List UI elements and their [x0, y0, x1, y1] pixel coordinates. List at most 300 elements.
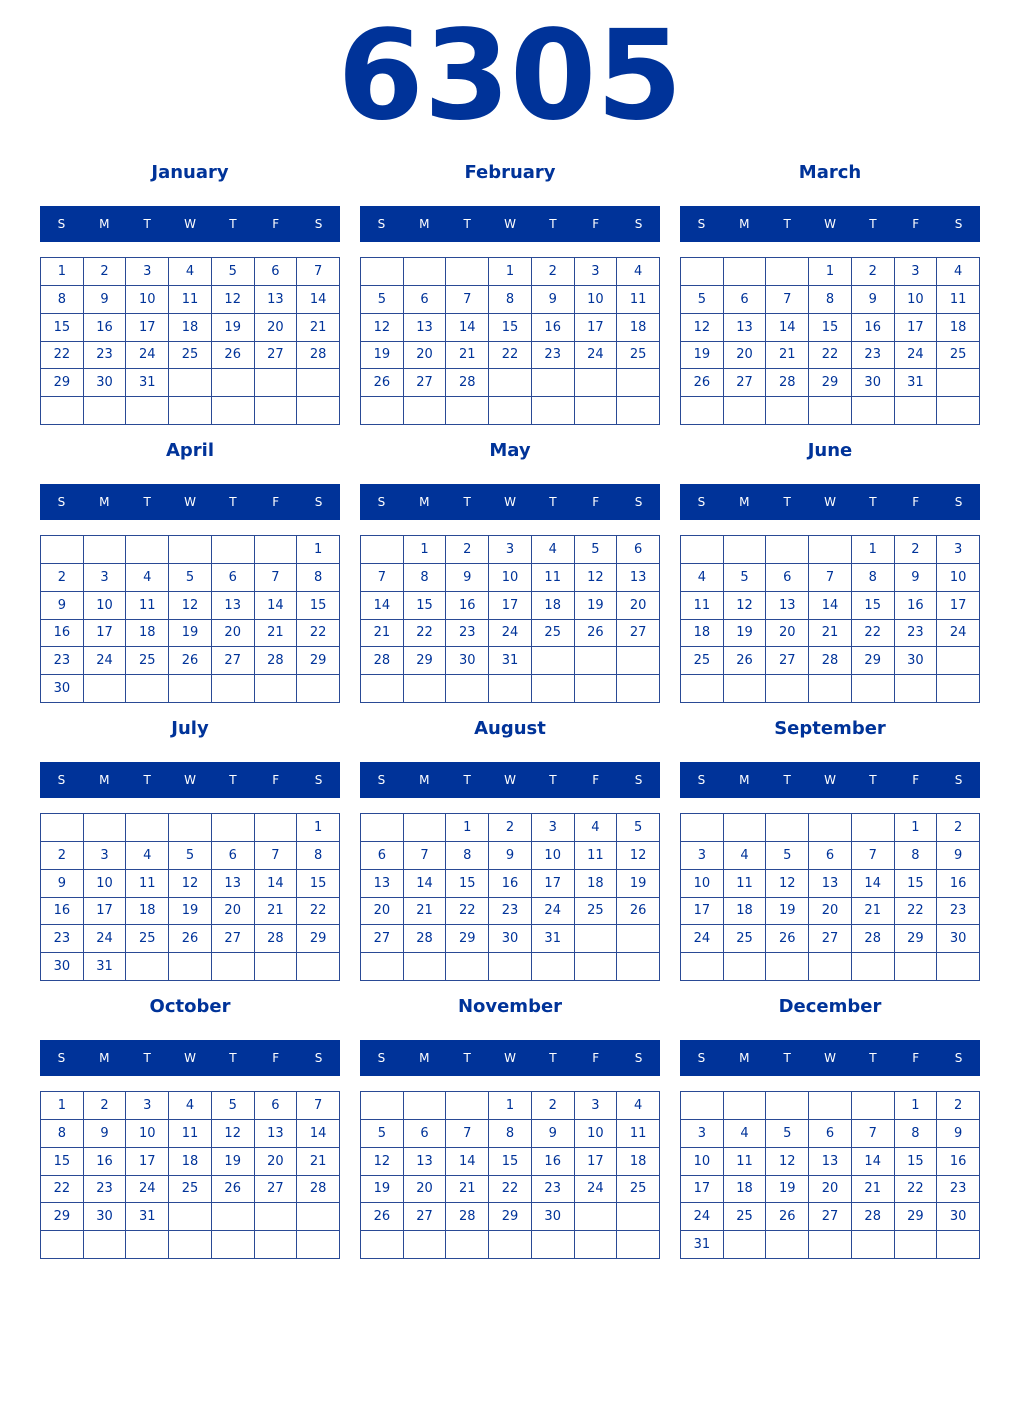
month-june [680, 436, 980, 669]
empty-day-cell [766, 953, 809, 981]
weekday-label: T [463, 217, 471, 231]
empty-day-cell [404, 814, 447, 842]
weekday-label: M [419, 1051, 430, 1065]
day-cell: 20 [766, 620, 809, 648]
empty-day-cell [41, 536, 84, 564]
day-cell: 11 [937, 286, 980, 314]
empty-day-cell [532, 369, 575, 397]
day-cell: 3 [575, 258, 618, 286]
empty-day-cell [809, 814, 852, 842]
weekday-label: M [419, 773, 430, 787]
empty-day-cell [532, 675, 575, 703]
day-cell: 29 [446, 925, 489, 953]
weekday-label: M [739, 217, 750, 231]
empty-day-cell [361, 675, 404, 703]
day-cell: 28 [361, 647, 404, 675]
day-cell: 10 [84, 592, 127, 620]
day-cell: 21 [297, 314, 340, 342]
day-cell: 25 [724, 925, 767, 953]
weekday-label: W [824, 495, 836, 509]
day-cell: 17 [126, 314, 169, 342]
day-cell: 9 [852, 286, 895, 314]
day-cell: 27 [361, 925, 404, 953]
day-cell: 24 [84, 925, 127, 953]
day-cell: 7 [852, 842, 895, 870]
day-cell: 20 [404, 1176, 447, 1204]
day-cell: 21 [361, 620, 404, 648]
day-cell: 18 [575, 870, 618, 898]
day-cell: 26 [361, 369, 404, 397]
empty-day-cell [809, 953, 852, 981]
weekday-label: F [912, 1051, 920, 1065]
day-cell: 8 [41, 1120, 84, 1148]
day-cell: 19 [212, 1148, 255, 1176]
empty-day-cell [937, 397, 980, 425]
weekday-label: S [697, 495, 706, 509]
day-cell: 4 [126, 842, 169, 870]
empty-day-cell [404, 953, 447, 981]
day-cell: 12 [681, 314, 724, 342]
empty-day-cell [575, 675, 618, 703]
weekday-label: T [549, 1051, 557, 1065]
day-cell: 30 [532, 1203, 575, 1231]
day-cell: 3 [937, 536, 980, 564]
weekday-label: S [377, 773, 386, 787]
empty-day-cell [724, 397, 767, 425]
day-cell: 1 [852, 536, 895, 564]
day-cell: 29 [297, 925, 340, 953]
weekday-label: T [463, 495, 471, 509]
day-cell: 21 [255, 898, 298, 926]
day-cell: 3 [126, 258, 169, 286]
weekday-label: M [419, 217, 430, 231]
day-cell: 7 [852, 1120, 895, 1148]
month-december [680, 992, 980, 1253]
day-cell: 19 [766, 898, 809, 926]
days-grid [360, 257, 660, 425]
day-cell: 8 [895, 842, 938, 870]
day-cell: 2 [446, 536, 489, 564]
month-january [40, 158, 340, 391]
day-cell: 20 [255, 314, 298, 342]
day-cell: 27 [255, 1176, 298, 1204]
day-cell: 30 [852, 369, 895, 397]
day-cell: 24 [895, 342, 938, 370]
day-cell: 2 [41, 564, 84, 592]
day-cell: 22 [489, 342, 532, 370]
day-cell: 15 [489, 1148, 532, 1176]
day-cell: 5 [681, 286, 724, 314]
weekday-label: S [377, 217, 386, 231]
month-february [360, 158, 660, 391]
day-cell: 4 [937, 258, 980, 286]
empty-day-cell [404, 675, 447, 703]
weekday-label: T [229, 773, 237, 787]
empty-day-cell [212, 369, 255, 397]
empty-day-cell [532, 647, 575, 675]
day-cell: 7 [809, 564, 852, 592]
weekday-label: S [634, 495, 643, 509]
day-cell: 29 [404, 647, 447, 675]
day-cell: 8 [404, 564, 447, 592]
day-cell: 23 [937, 898, 980, 926]
day-cell: 1 [809, 258, 852, 286]
days-grid [40, 257, 340, 425]
day-cell: 23 [532, 1176, 575, 1204]
day-cell: 13 [617, 564, 660, 592]
day-cell: 15 [404, 592, 447, 620]
day-cell: 26 [169, 925, 212, 953]
day-cell: 22 [297, 620, 340, 648]
day-cell: 10 [126, 286, 169, 314]
day-cell: 5 [766, 842, 809, 870]
day-cell: 9 [41, 592, 84, 620]
day-cell: 3 [895, 258, 938, 286]
empty-day-cell [255, 675, 298, 703]
empty-day-cell [41, 814, 84, 842]
day-cell: 12 [361, 314, 404, 342]
day-cell: 30 [489, 925, 532, 953]
weekday-label: T [869, 495, 877, 509]
day-cell: 7 [446, 286, 489, 314]
day-cell: 24 [575, 1176, 618, 1204]
day-cell: 28 [255, 647, 298, 675]
empty-day-cell [724, 953, 767, 981]
day-cell: 3 [84, 564, 127, 592]
day-cell: 9 [532, 286, 575, 314]
day-cell: 31 [126, 1203, 169, 1231]
day-cell: 8 [297, 564, 340, 592]
day-cell: 18 [724, 898, 767, 926]
day-cell: 11 [126, 592, 169, 620]
day-cell: 13 [724, 314, 767, 342]
day-cell: 30 [937, 1203, 980, 1231]
day-cell: 26 [212, 1176, 255, 1204]
day-cell: 29 [41, 1203, 84, 1231]
empty-day-cell [446, 953, 489, 981]
day-cell: 18 [169, 1148, 212, 1176]
days-grid [360, 1091, 660, 1259]
day-cell: 24 [681, 1203, 724, 1231]
empty-day-cell [575, 647, 618, 675]
day-cell: 15 [489, 314, 532, 342]
day-cell: 8 [489, 1120, 532, 1148]
empty-day-cell [895, 953, 938, 981]
day-cell: 22 [404, 620, 447, 648]
day-cell: 18 [126, 620, 169, 648]
day-cell: 10 [895, 286, 938, 314]
day-cell: 12 [169, 592, 212, 620]
weekday-label: S [634, 773, 643, 787]
day-cell: 3 [84, 842, 127, 870]
weekday-label: T [463, 773, 471, 787]
day-cell: 29 [895, 925, 938, 953]
empty-day-cell [297, 369, 340, 397]
empty-day-cell [489, 369, 532, 397]
weekday-header [360, 206, 660, 242]
day-cell: 1 [489, 1092, 532, 1120]
weekday-label: W [504, 1051, 516, 1065]
empty-day-cell [446, 1231, 489, 1259]
day-cell: 30 [937, 925, 980, 953]
empty-day-cell [297, 1231, 340, 1259]
day-cell: 20 [617, 592, 660, 620]
day-cell: 18 [724, 1176, 767, 1204]
empty-day-cell [852, 675, 895, 703]
empty-day-cell [617, 925, 660, 953]
weekday-label: M [739, 495, 750, 509]
days-grid [360, 813, 660, 981]
day-cell: 18 [681, 620, 724, 648]
empty-day-cell [724, 536, 767, 564]
day-cell: 13 [766, 592, 809, 620]
day-cell: 6 [617, 536, 660, 564]
days-grid [680, 257, 980, 425]
empty-day-cell [532, 397, 575, 425]
weekday-label: W [824, 217, 836, 231]
empty-day-cell [681, 675, 724, 703]
day-cell: 12 [766, 870, 809, 898]
day-cell: 23 [446, 620, 489, 648]
day-cell: 8 [489, 286, 532, 314]
day-cell: 19 [361, 1176, 404, 1204]
day-cell: 1 [41, 258, 84, 286]
empty-day-cell [446, 1092, 489, 1120]
empty-day-cell [361, 1231, 404, 1259]
days-grid [680, 813, 980, 981]
empty-day-cell [212, 814, 255, 842]
empty-day-cell [255, 1231, 298, 1259]
empty-day-cell [937, 675, 980, 703]
month-name: February [464, 162, 556, 183]
weekday-label: T [229, 495, 237, 509]
day-cell: 6 [361, 842, 404, 870]
day-cell: 2 [895, 536, 938, 564]
day-cell: 21 [852, 898, 895, 926]
day-cell: 16 [852, 314, 895, 342]
empty-day-cell [489, 397, 532, 425]
empty-day-cell [126, 1231, 169, 1259]
weekday-label: T [869, 1051, 877, 1065]
weekday-label: F [592, 495, 600, 509]
day-cell: 18 [617, 1148, 660, 1176]
day-cell: 21 [255, 620, 298, 648]
day-cell: 3 [532, 814, 575, 842]
day-cell: 26 [766, 925, 809, 953]
day-cell: 26 [681, 369, 724, 397]
day-cell: 8 [41, 286, 84, 314]
weekday-header [40, 762, 340, 798]
days-grid [40, 535, 340, 703]
empty-day-cell [255, 1203, 298, 1231]
empty-day-cell [404, 1231, 447, 1259]
day-cell: 6 [212, 842, 255, 870]
day-cell: 22 [852, 620, 895, 648]
day-cell: 25 [724, 1203, 767, 1231]
day-cell: 20 [404, 342, 447, 370]
day-cell: 10 [681, 870, 724, 898]
day-cell: 10 [126, 1120, 169, 1148]
day-cell: 16 [895, 592, 938, 620]
day-cell: 14 [852, 1148, 895, 1176]
weekday-label: T [143, 217, 151, 231]
day-cell: 25 [169, 342, 212, 370]
empty-day-cell [895, 675, 938, 703]
empty-day-cell [489, 1231, 532, 1259]
day-cell: 1 [489, 258, 532, 286]
day-cell: 19 [212, 314, 255, 342]
day-cell: 28 [404, 925, 447, 953]
day-cell: 27 [766, 647, 809, 675]
day-cell: 14 [809, 592, 852, 620]
empty-day-cell [446, 258, 489, 286]
day-cell: 1 [297, 814, 340, 842]
empty-day-cell [724, 1092, 767, 1120]
day-cell: 8 [297, 842, 340, 870]
day-cell: 17 [681, 898, 724, 926]
day-cell: 28 [297, 1176, 340, 1204]
day-cell: 14 [255, 592, 298, 620]
day-cell: 21 [404, 898, 447, 926]
day-cell: 12 [212, 286, 255, 314]
empty-day-cell [212, 397, 255, 425]
day-cell: 4 [724, 1120, 767, 1148]
day-cell: 25 [575, 898, 618, 926]
day-cell: 5 [575, 536, 618, 564]
weekday-label: M [419, 495, 430, 509]
day-cell: 23 [84, 1176, 127, 1204]
day-cell: 2 [84, 1092, 127, 1120]
weekday-header [40, 206, 340, 242]
day-cell: 24 [575, 342, 618, 370]
day-cell: 29 [895, 1203, 938, 1231]
empty-day-cell [766, 675, 809, 703]
empty-day-cell [809, 675, 852, 703]
day-cell: 26 [575, 620, 618, 648]
day-cell: 3 [489, 536, 532, 564]
day-cell: 8 [852, 564, 895, 592]
weekday-label: T [549, 495, 557, 509]
day-cell: 14 [297, 286, 340, 314]
day-cell: 5 [212, 1092, 255, 1120]
day-cell: 22 [41, 342, 84, 370]
empty-day-cell [937, 1231, 980, 1259]
empty-day-cell [532, 953, 575, 981]
day-cell: 17 [532, 870, 575, 898]
empty-day-cell [809, 1231, 852, 1259]
day-cell: 24 [681, 925, 724, 953]
weekday-label: F [592, 1051, 600, 1065]
day-cell: 13 [212, 592, 255, 620]
month-march [680, 158, 980, 391]
empty-day-cell [617, 1203, 660, 1231]
month-july [40, 714, 340, 975]
day-cell: 7 [361, 564, 404, 592]
weekday-label: S [57, 495, 66, 509]
empty-day-cell [446, 675, 489, 703]
weekday-label: W [504, 773, 516, 787]
empty-day-cell [681, 258, 724, 286]
weekday-header [680, 484, 980, 520]
day-cell: 17 [681, 1176, 724, 1204]
weekday-label: S [57, 217, 66, 231]
empty-day-cell [126, 675, 169, 703]
weekday-label: W [504, 495, 516, 509]
weekday-label: S [314, 217, 323, 231]
days-grid [680, 1091, 980, 1259]
day-cell: 13 [809, 870, 852, 898]
weekday-label: W [184, 217, 196, 231]
empty-day-cell [169, 814, 212, 842]
day-cell: 13 [212, 870, 255, 898]
day-cell: 16 [41, 620, 84, 648]
day-cell: 15 [297, 870, 340, 898]
day-cell: 4 [126, 564, 169, 592]
day-cell: 25 [126, 925, 169, 953]
empty-day-cell [446, 397, 489, 425]
day-cell: 5 [361, 1120, 404, 1148]
empty-day-cell [681, 397, 724, 425]
day-cell: 28 [446, 1203, 489, 1231]
day-cell: 30 [84, 369, 127, 397]
day-cell: 17 [895, 314, 938, 342]
day-cell: 30 [41, 675, 84, 703]
empty-day-cell [169, 953, 212, 981]
day-cell: 28 [297, 342, 340, 370]
day-cell: 27 [809, 1203, 852, 1231]
empty-day-cell [852, 397, 895, 425]
day-cell: 4 [169, 1092, 212, 1120]
day-cell: 29 [852, 647, 895, 675]
day-cell: 19 [681, 342, 724, 370]
empty-day-cell [212, 953, 255, 981]
weekday-label: S [697, 773, 706, 787]
day-cell: 26 [169, 647, 212, 675]
day-cell: 21 [852, 1176, 895, 1204]
day-cell: 7 [404, 842, 447, 870]
day-cell: 7 [297, 1092, 340, 1120]
day-cell: 13 [361, 870, 404, 898]
day-cell: 12 [169, 870, 212, 898]
day-cell: 7 [255, 842, 298, 870]
month-april [40, 436, 340, 697]
day-cell: 10 [575, 286, 618, 314]
weekday-label: S [954, 217, 963, 231]
month-october [40, 992, 340, 1225]
day-cell: 25 [532, 620, 575, 648]
days-grid [40, 813, 340, 981]
day-cell: 4 [617, 1092, 660, 1120]
day-cell: 23 [84, 342, 127, 370]
empty-day-cell [41, 1231, 84, 1259]
day-cell: 7 [297, 258, 340, 286]
weekday-label: T [869, 773, 877, 787]
day-cell: 5 [169, 842, 212, 870]
day-cell: 17 [937, 592, 980, 620]
day-cell: 6 [809, 1120, 852, 1148]
day-cell: 23 [852, 342, 895, 370]
day-cell: 5 [766, 1120, 809, 1148]
day-cell: 9 [937, 1120, 980, 1148]
month-august [360, 714, 660, 947]
day-cell: 12 [212, 1120, 255, 1148]
day-cell: 9 [895, 564, 938, 592]
empty-day-cell [297, 953, 340, 981]
day-cell: 27 [404, 1203, 447, 1231]
empty-day-cell [617, 647, 660, 675]
empty-day-cell [126, 397, 169, 425]
empty-day-cell [255, 397, 298, 425]
